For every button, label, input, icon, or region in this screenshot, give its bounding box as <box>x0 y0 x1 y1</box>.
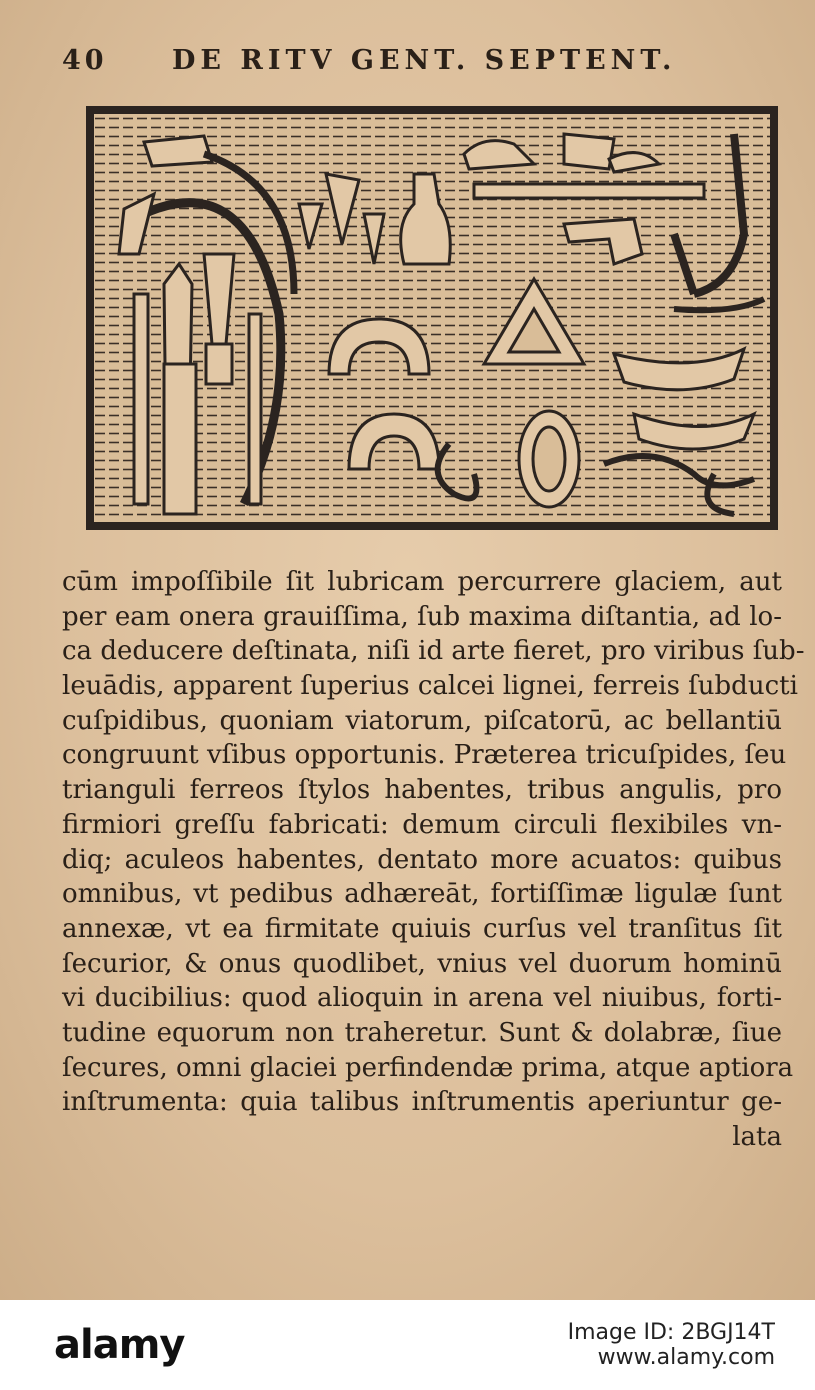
text-line: tudine equorum non traheretur. Sunt & dolabræ, ſiue <box>62 1017 782 1048</box>
text-line: congruunt vſibus opportunis. Præterea tricuſpides, ſeu <box>62 740 787 771</box>
text-line: cūm impoſſibile ſit lubricam percurrere glaciem, aut <box>62 567 782 597</box>
site-url[interactable]: www.alamy.com <box>597 1345 775 1370</box>
alamy-logo: alamy <box>54 1322 185 1368</box>
text-line: leuādis, apparent ſuperius calcei lignei, ferreis ſubducti <box>62 671 798 702</box>
running-title: DE RITV GENT. SEPTENT. <box>172 44 677 76</box>
image-meta <box>568 1320 775 1370</box>
image-id: Image ID: 2BGJ14T <box>567 1320 775 1345</box>
text-line: diq; aculeos habentes, dentato more acuatos: quibus <box>62 844 782 875</box>
catchword: lata <box>732 1122 782 1152</box>
text-line: annexæ, vt ea firmitate quiuis curſus vel tranſitus ſit <box>62 913 782 944</box>
text-line: firmiori greſſu fabricati: demum circuli flexibiles vn- <box>62 809 782 840</box>
woodcut-illustration <box>86 106 778 530</box>
text-line: trianguli ferreos ſtylos habentes, tribus angulis, pro <box>62 775 782 806</box>
text-line: ſecurior, & onus quodlibet, vnius vel duorum hominū <box>62 948 782 979</box>
text-line: cuſpidibus, quoniam viatorum, piſcatorū, ac bellantiū <box>62 705 782 736</box>
text-line: ca deducere deſtinata, niſi id arte fieret, pro viribus ſub- <box>62 636 805 667</box>
page-number: 40 <box>62 44 108 76</box>
text-line: ſecures, omni glaciei perfindendæ prima, atque aptiora <box>62 1052 794 1083</box>
running-head <box>62 40 712 80</box>
woodcut-ice-tools-image <box>94 114 770 522</box>
text-line: omnibus, vt pedibus adhæreāt, fortiſſimæ ligulæ ſunt <box>62 879 782 910</box>
text-line: inſtrumenta: quia talibus inſtrumentis aperiuntur ge- <box>62 1087 782 1118</box>
body-text <box>62 565 805 1155</box>
watermark-bar <box>0 1300 815 1390</box>
text-line: per eam onera grauiſſima, ſub maxima diſtantia, ad lo- <box>62 601 782 632</box>
text-line: vi ducibilius: quod alioquin in arena vel niuibus, forti- <box>62 983 782 1014</box>
